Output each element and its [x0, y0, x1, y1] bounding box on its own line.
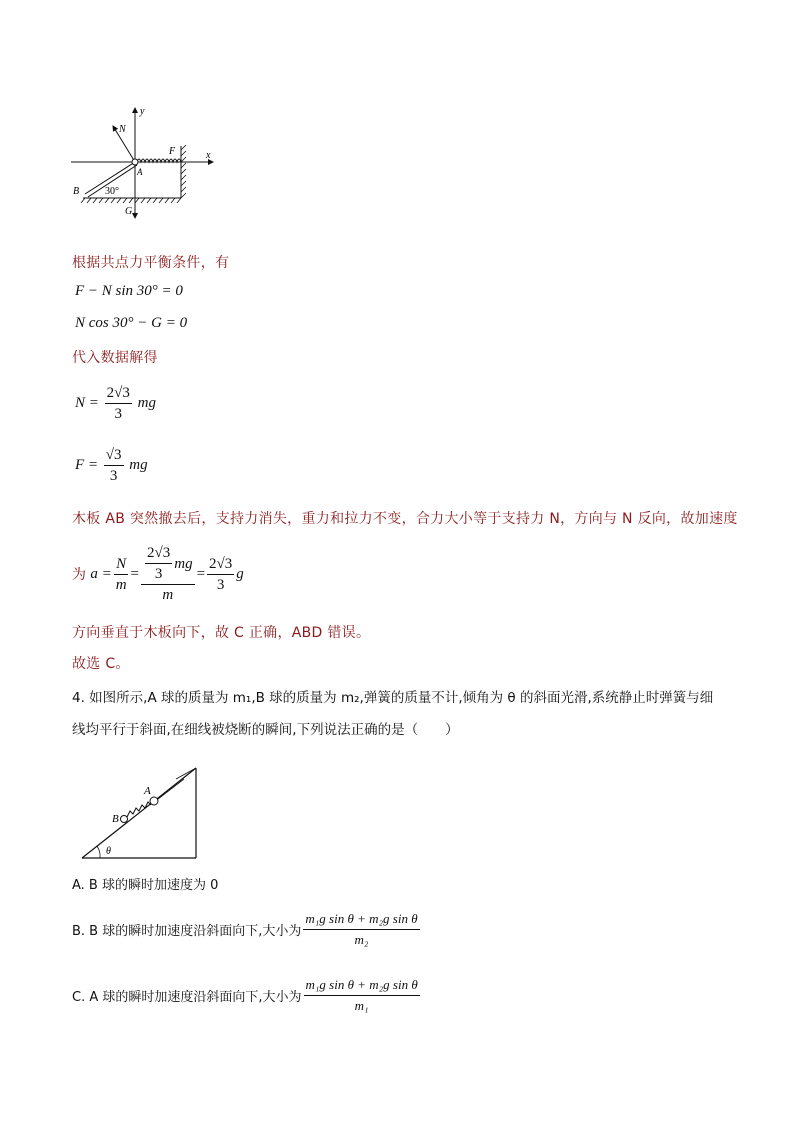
a-lhs: a = [90, 565, 112, 582]
equation-2: N cos 30° − G = 0 [75, 315, 188, 331]
f-denominator: 3 [109, 468, 118, 484]
label-a: A [137, 167, 143, 177]
option-c-text: C. A 球的瞬时加速度沿斜面向下,大小为 [72, 990, 302, 1005]
option-b-denominator: m₂ [354, 932, 369, 947]
n-fraction [105, 384, 132, 423]
option-b-numerator: m₁g sin θ + m₂g sin θ [303, 910, 419, 930]
a-eq: = [130, 565, 139, 582]
solution-line-3: 方向垂直于木板向下，故 C 正确，ABD 错误。 [72, 625, 371, 641]
option-c-fraction [304, 976, 420, 1015]
incline-slope [82, 768, 196, 858]
n-numerator: 2√3 [105, 384, 132, 404]
label-g: G [125, 206, 133, 217]
option-c-numerator: m₁g sin θ + m₂g sin θ [304, 976, 420, 996]
equation-a [72, 544, 244, 604]
ball [132, 159, 138, 165]
f-numerator: √3 [104, 446, 124, 466]
a-fraction-1 [114, 555, 129, 594]
label-y: y [140, 106, 145, 117]
a-frac3-num: 2√3 [207, 555, 234, 575]
a-frac2-inner-tail: mg [174, 555, 193, 572]
incline-diagram [72, 762, 207, 862]
a-frac2-inner-num: 2√3 [145, 544, 172, 564]
n-denominator: 3 [114, 406, 122, 422]
equation-f [75, 446, 148, 485]
solution-line-1: 根据共点力平衡条件，有 [72, 255, 230, 271]
label-angle: 30° [105, 186, 119, 197]
ball-b [121, 816, 128, 823]
label-n: N [119, 124, 126, 135]
a-frac2-num [141, 544, 195, 585]
f-tail: mg [129, 456, 148, 473]
option-b-fraction [303, 910, 419, 949]
n-lhs: N = [75, 394, 99, 411]
a-frac2-inner [145, 544, 172, 583]
a-frac1-num: N [114, 555, 128, 575]
ball-a [150, 797, 158, 805]
option-a: A. B 球的瞬时加速度为 0 [72, 878, 219, 893]
a-tail: g [236, 565, 244, 582]
a-fraction-3 [207, 555, 234, 594]
solution-paragraph: 木板 AB 突然撤去后，支持力消失，重力和拉力不变，合力大小等于支持力 N，方向与 N 反向，故加速度 [72, 511, 738, 527]
solution-line-4: 故选 C。 [72, 656, 130, 672]
option-b [72, 910, 422, 949]
option-b-text: B. B 球的瞬时加速度沿斜面向下,大小为 [72, 924, 302, 939]
label-theta: θ [106, 846, 111, 857]
option-c-denominator: m₁ [354, 998, 369, 1013]
label-b: B [73, 186, 80, 197]
spring-q4 [127, 802, 151, 817]
equation-1: F − N sin 30° = 0 [75, 283, 183, 299]
a-eq-2: = [196, 565, 206, 582]
question-4-line-1: 4. 如图所示,A 球的质量为 m₁,B 球的质量为 m₂,弹簧的质量不计,倾角为 θ 的斜面光滑,系统静止时弹簧与细 [72, 690, 714, 706]
force-diagram [65, 100, 225, 225]
n-tail: mg [137, 394, 156, 411]
a-frac3-den: 3 [216, 576, 225, 593]
a-frac1-den: m [115, 576, 127, 593]
label-a-q4: A [144, 785, 151, 797]
label-b-q4: B [112, 813, 119, 825]
a-frac2-inner-den: 3 [154, 566, 163, 582]
thread [158, 779, 184, 799]
a-frac2-den: m [162, 587, 174, 603]
wei-text: 为 [72, 567, 87, 583]
f-lhs: F = [75, 456, 99, 473]
label-f: F [169, 146, 176, 157]
equation-n [75, 384, 156, 423]
f-fraction [104, 446, 124, 485]
label-x: x [206, 150, 211, 161]
theta-arc [97, 846, 100, 858]
solution-line-2: 代入数据解得 [72, 350, 158, 366]
option-c [72, 976, 422, 1015]
question-4-line-2: 线均平行于斜面,在细线被烧断的瞬间,下列说法正确的是（ ） [72, 722, 459, 738]
a-fraction-2 [141, 544, 195, 604]
